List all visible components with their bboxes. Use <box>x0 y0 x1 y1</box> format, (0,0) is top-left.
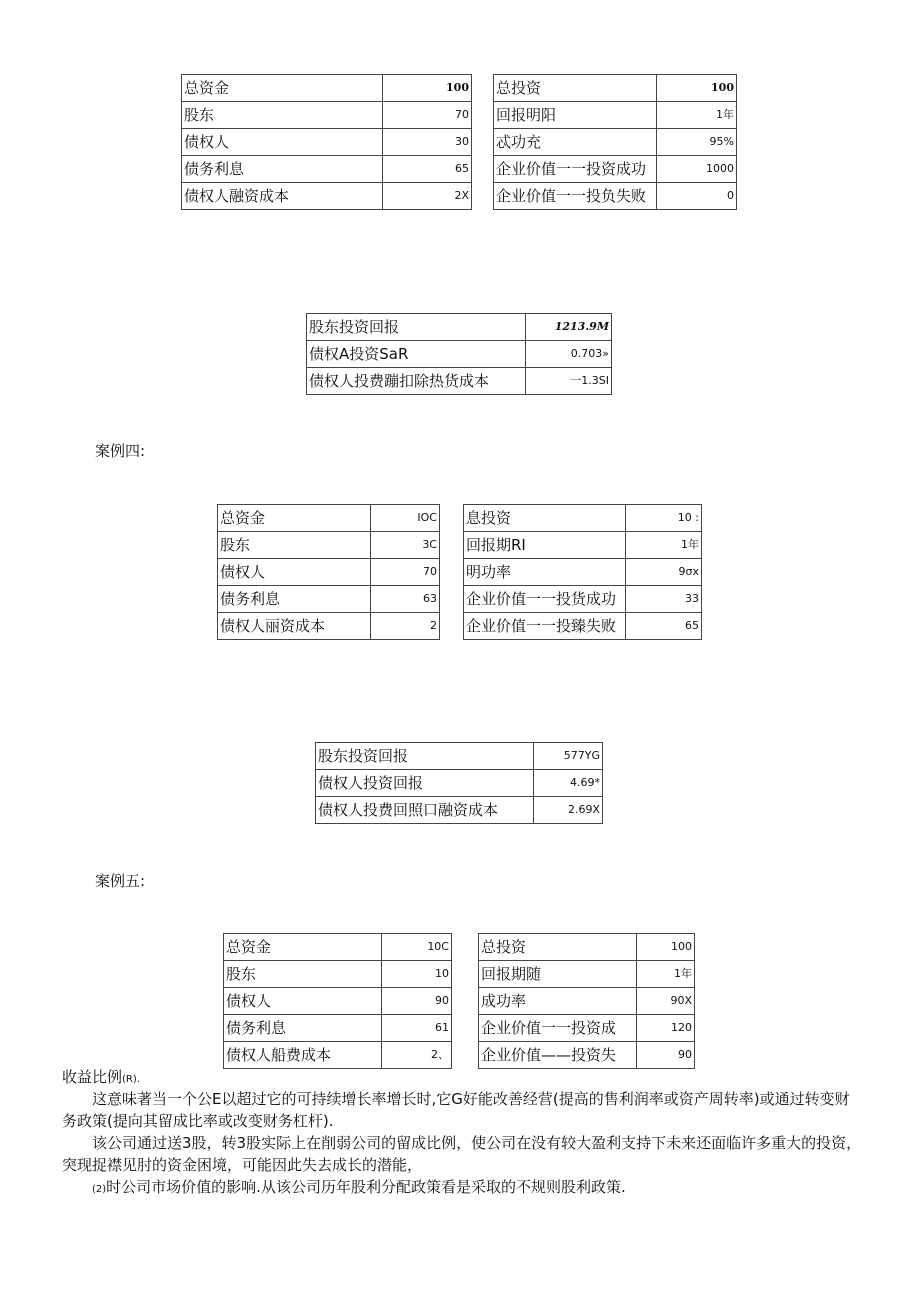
returns-table-2 <box>315 742 603 824</box>
row-value: 577YG <box>534 743 603 770</box>
row-label: 股东投资回报 <box>307 314 526 341</box>
table-row <box>316 770 603 797</box>
row-value: 0.703» <box>526 341 612 368</box>
paragraph-text: 收益比例 <box>62 1068 123 1086</box>
column-gap <box>452 934 479 961</box>
row-label: 债权人投费蹦扣除热货成本 <box>307 368 526 395</box>
row-label: 息投资 <box>464 505 626 532</box>
paragraph-retention: 该公司通过送3股，转3股实际上在削弱公司的留成比例，使公司在没有较大盈利支持下未来还面临许多重大的投资，突现捉襟见肘的资金困境，可能因此失去成长的潜能， <box>62 1134 862 1174</box>
row-label: 企业价值一一投资成 <box>479 1015 637 1042</box>
row-label: 企业价值一一投负失败 <box>494 183 657 210</box>
row-value: IOC <box>371 505 440 532</box>
row-value: 90 <box>637 1042 695 1069</box>
column-gap <box>472 183 494 210</box>
table-row <box>218 559 702 586</box>
row-value: 70 <box>371 559 440 586</box>
row-value: 2X <box>383 183 472 210</box>
row-value: 1年 <box>657 102 737 129</box>
row-label: 总资金 <box>224 934 382 961</box>
row-value: 1213.9M <box>526 314 612 341</box>
row-value: 95% <box>657 129 737 156</box>
table-row <box>218 505 702 532</box>
row-label: 明功率 <box>464 559 626 586</box>
row-label: 总资金 <box>182 75 383 102</box>
row-label: 债权人投费回照口融资成本 <box>316 797 534 824</box>
row-value: 120 <box>637 1015 695 1042</box>
row-value: 1年 <box>626 532 702 559</box>
column-gap <box>452 988 479 1015</box>
row-value: 9σx <box>626 559 702 586</box>
table-row <box>182 156 737 183</box>
row-value: 1年 <box>637 961 695 988</box>
column-gap <box>452 1042 479 1069</box>
table-row <box>224 961 695 988</box>
table-row <box>182 75 737 102</box>
row-value: 2 <box>371 613 440 640</box>
returns-table-1 <box>306 313 612 395</box>
row-value: 100 <box>657 75 737 102</box>
column-gap <box>472 102 494 129</box>
column-gap <box>440 559 464 586</box>
case-4-heading: 案例四: <box>95 442 146 460</box>
row-label: 债权人 <box>224 988 382 1015</box>
paragraph-market-value <box>62 1176 862 1201</box>
row-value: 100 <box>637 934 695 961</box>
paragraph-text: 时公司市场价值的影响.从该公司历年股利分配政策看是采取的不规则股利政策. <box>106 1178 626 1196</box>
row-value: 0 <box>657 183 737 210</box>
row-label: 企业价值一一投货成功 <box>464 586 626 613</box>
row-value: 65 <box>383 156 472 183</box>
row-label: 债权人船费成本 <box>224 1042 382 1069</box>
row-label: 债权人融资成本 <box>182 183 383 210</box>
row-value: 10 <box>382 961 452 988</box>
paragraph-note: (2) <box>92 1184 107 1195</box>
row-label: 企业价值——投资失 <box>479 1042 637 1069</box>
table-row <box>316 743 603 770</box>
row-label: 股东 <box>218 532 371 559</box>
column-gap <box>440 586 464 613</box>
row-value: 3C <box>371 532 440 559</box>
column-gap <box>472 75 494 102</box>
row-label: 债权人投资回报 <box>316 770 534 797</box>
case-5-heading: 案例五: <box>95 872 146 890</box>
case-table-1 <box>181 74 737 210</box>
column-gap <box>440 532 464 559</box>
row-value: 10 : <box>626 505 702 532</box>
table-row <box>224 1042 695 1069</box>
row-label: 股东投资回报 <box>316 743 534 770</box>
row-value: 30 <box>383 129 472 156</box>
case-table-3 <box>223 933 695 1069</box>
row-value: 1000 <box>657 156 737 183</box>
row-label: 企业价值一一投资成功 <box>494 156 657 183</box>
table-row <box>182 129 737 156</box>
paragraph-growth: 这意味著当一个公E以超过它的可持续增长率增长时,它G好能改善经营(提高的售利润率或资产周转率)或通过转变财务政策(提向其留成比率或改变财务杠杆). <box>62 1090 850 1130</box>
row-label: 忒功充 <box>494 129 657 156</box>
row-value: 70 <box>383 102 472 129</box>
table-row <box>218 613 702 640</box>
row-label: 成功率 <box>479 988 637 1015</box>
table-row <box>182 183 737 210</box>
table-row <box>182 102 737 129</box>
column-gap <box>440 505 464 532</box>
row-value: 65 <box>626 613 702 640</box>
row-label: 总资金 <box>218 505 371 532</box>
row-value: 100 <box>383 75 472 102</box>
row-label: 股东 <box>224 961 382 988</box>
row-value: 63 <box>371 586 440 613</box>
row-value: 90 <box>382 988 452 1015</box>
row-value: 61 <box>382 1015 452 1042</box>
table-row <box>218 532 702 559</box>
row-label: 回报期随 <box>479 961 637 988</box>
table-row <box>224 934 695 961</box>
row-label: 企业价值一一投臻失败 <box>464 613 626 640</box>
paragraph-note: (R). <box>122 1074 140 1085</box>
row-label: 债权人丽资成本 <box>218 613 371 640</box>
table-row <box>218 586 702 613</box>
row-label: 债权A投资SaR <box>307 341 526 368</box>
row-label: 回报期RI <box>464 532 626 559</box>
row-label: 债权人 <box>182 129 383 156</box>
case-table-2 <box>217 504 702 640</box>
row-value: 4.69* <box>534 770 603 797</box>
table-row <box>224 988 695 1015</box>
table-row <box>307 341 612 368</box>
row-value: 一1.3SI <box>526 368 612 395</box>
table-row <box>307 368 612 395</box>
column-gap <box>472 129 494 156</box>
table-row <box>307 314 612 341</box>
row-label: 债务利息 <box>182 156 383 183</box>
row-label: 回报明阳 <box>494 102 657 129</box>
table-row <box>316 797 603 824</box>
column-gap <box>440 613 464 640</box>
row-label: 债务利息 <box>224 1015 382 1042</box>
column-gap <box>452 961 479 988</box>
row-label: 股东 <box>182 102 383 129</box>
row-value: 2、 <box>382 1042 452 1069</box>
row-label: 总投资 <box>494 75 657 102</box>
column-gap <box>472 156 494 183</box>
row-value: 90X <box>637 988 695 1015</box>
row-label: 债权人 <box>218 559 371 586</box>
column-gap <box>452 1015 479 1042</box>
row-label: 债务利息 <box>218 586 371 613</box>
row-value: 33 <box>626 586 702 613</box>
row-label: 总投资 <box>479 934 637 961</box>
row-value: 10C <box>382 934 452 961</box>
row-value: 2.69X <box>534 797 603 824</box>
table-row <box>224 1015 695 1042</box>
